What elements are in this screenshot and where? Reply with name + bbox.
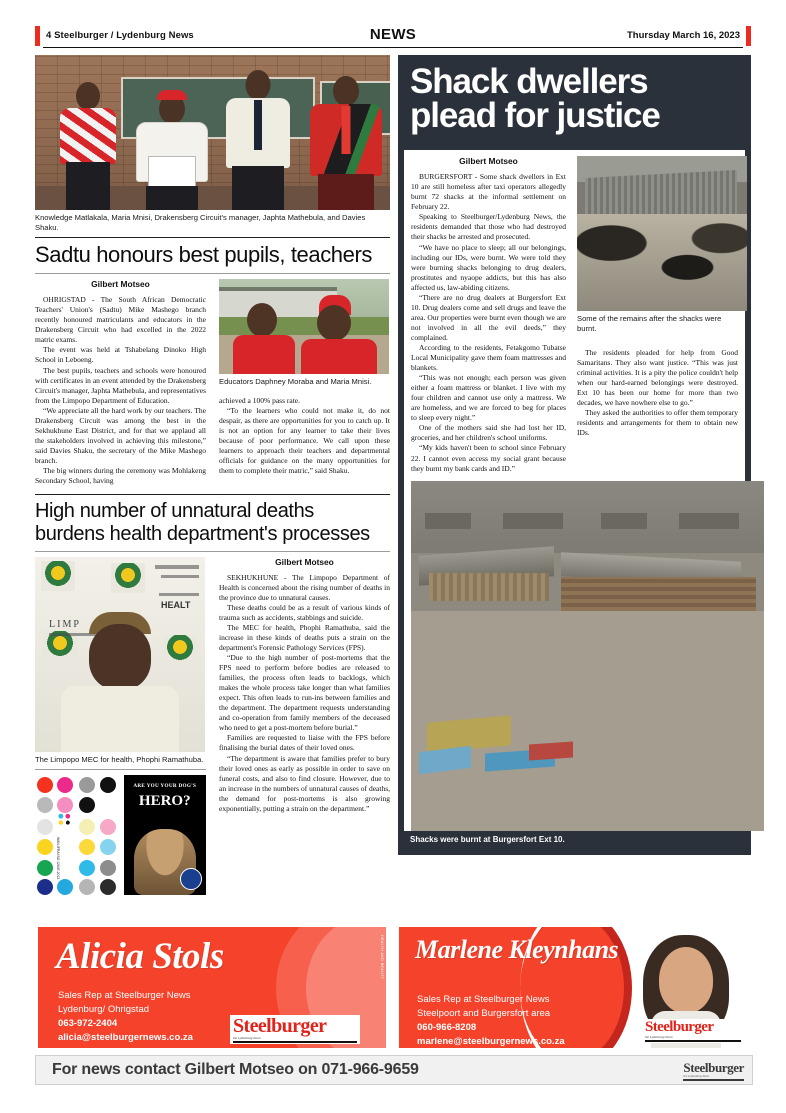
ad-left-area: Lydenburg/ Ohrigstad — [58, 1004, 150, 1015]
photo-sadtu-group — [35, 55, 390, 210]
section-title: NEWS — [369, 26, 417, 43]
paragraph: SEKHUKHUNE - The Limpopo Department of Health is concerned about the rising number of deaths in the province due to unnatural causes. — [219, 572, 390, 602]
masthead — [35, 26, 751, 48]
photo4-caption: Some of the remains after the shacks were burnt. — [577, 314, 722, 333]
contact-text: For news contact Gilbert Motseo on 071-966-9659 — [52, 1061, 419, 1078]
masthead-rule — [43, 47, 743, 48]
ad-dog-hero[interactable] — [124, 775, 207, 895]
story1-headline: Sadtu honours best pupils, teachers — [35, 242, 373, 268]
lead-body-panel — [398, 144, 751, 854]
paragraph: These deaths could be as a result of various kinds of trauma such as accidents, stabbings and suicide. — [219, 602, 390, 622]
paragraph: “My kids haven't been to school since February 22. I cannot even access my social grant because they burnt my bank cards and ID.” — [411, 443, 566, 473]
photo-educators — [219, 279, 389, 374]
logo-wordmark: Steelburger — [683, 1060, 744, 1075]
paragraph: “Due to the high number of post-mortems that the FPS need to perform before bodies are released to families, the process often leads to backlogs, which makes the whole process take longer than what families expect. This often leads to run-ins between families and the department. The department requests understanding and co-operation from family members of the deceased who need to get a post-mortem before burial.” — [219, 653, 390, 733]
paragraph: They asked the authorities to offer them temporary residents and arrangements for them to obtain new IDs. — [577, 407, 738, 437]
contact-strip — [35, 1055, 753, 1085]
paragraph: “We appreciate all the hard work by our teachers. The Drakensberg Circuit was among the best in the Sekhukhune East District, and for that we applaud all the stakeholders involved in achieving this milestone,” said Davies Shaku, the secretary of the Mike Mashego branch. — [35, 405, 206, 465]
paragraph: “We have no place to sleep; all our belongings, including our IDs, were burnt. We were told they were burning shacks belonging to drug dealers, prostitutes and nyaope addicts, but this has also affected us, law-abiding citizens. — [411, 242, 566, 292]
left-column — [35, 55, 390, 895]
ad-left-phone[interactable]: 063-972-2404 — [58, 1018, 118, 1029]
right-column — [398, 55, 751, 855]
story2-body — [219, 573, 390, 814]
divider — [35, 769, 206, 770]
ad-left-email[interactable]: alicia@steelburgernews.co.za — [58, 1032, 193, 1043]
ad-right-logo — [642, 1019, 744, 1043]
paragraph: Speaking to Steelburger/Lydenburg News, the residents demanded that those who had destroyed their shacks be arrested and prosecuted. — [411, 212, 566, 242]
ad-alicia-stols[interactable] — [38, 927, 386, 1048]
ad-left-role: Sales Rep at Steelburger News — [58, 990, 191, 1001]
story2-byline: Gilbert Motseo — [275, 556, 334, 567]
logo-wordmark: Steelburger — [645, 1019, 714, 1035]
ad-right-email[interactable]: marlene@steelburgernews.co.za — [417, 1036, 565, 1047]
divider — [35, 273, 390, 274]
paragraph: “This was not enough; each person was given either a foam mattress or blanket. I live with my four children and cannot use only a mattress. We are homeless, and we are forced to beg for places to sleep every night.” — [411, 373, 566, 423]
story1-column-a — [35, 295, 206, 486]
photo3-caption: The Limpopo MEC for health, Phophi Ramathuba. — [35, 754, 204, 764]
colour-bar-label: WAN-IFRA ISO 12647-2013 — [56, 837, 60, 880]
logo-subtitle: the Lydenburg News — [645, 1035, 673, 1039]
ad-marlene-kleynhans[interactable] — [399, 927, 750, 1048]
story2-headline-line1: High number of unnatural deaths — [35, 500, 314, 523]
paragraph: Families are requested to liaise with the FPS before finalising the burial dates of their loved ones. — [219, 733, 390, 753]
story2-headline-line2: burdens health department's processes — [35, 522, 370, 545]
paragraph: “There are no drug dealers at Burgersfort Ext 10. Drug dealers come and sell drugs and leave the area. Our properties were burnt even though we are not involved in all the evil deeds,” they complained. — [411, 292, 566, 342]
ad-right-name: Marlene Kleynhans — [415, 935, 619, 964]
photo-remains — [577, 156, 747, 311]
ad-right-role: Sales Rep at Steelburger News — [417, 994, 550, 1005]
photo5-caption: Shacks were burnt at Burgersfort Ext 10. — [404, 831, 745, 849]
lead-headline-line1: Shack dwellers — [410, 62, 648, 101]
logo-subtitle: the Lydenburg News — [683, 1074, 710, 1078]
ad-right-phone[interactable]: 060-966-8208 — [417, 1022, 477, 1033]
photo1-caption: Knowledge Matlakala, Maria Mnisi, Drakensberg Circuit's manager, Japhta Mathebula, and Davies Shaku. — [35, 213, 366, 232]
photo-burnt-settlement — [411, 481, 764, 831]
ad-left-name: Alicia Stols — [56, 936, 224, 977]
logo-subtitle: the Lydenburg News — [233, 1036, 261, 1040]
lead-byline: Gilbert Motseo — [459, 156, 518, 167]
story1-byline: Gilbert Motseo — [91, 279, 150, 290]
logo-wordmark: Steelburger — [233, 1015, 327, 1037]
paragraph: The big winners during the ceremony was Mohlakeng Secondary School, having — [35, 465, 206, 486]
paragraph: One of the mothers said she had lost her ID, groceries, and her children's school uniforms. — [411, 423, 566, 443]
photo-mec-ramathuba: HEALT LIMP — [35, 557, 205, 752]
lead-column-b — [577, 348, 738, 438]
paragraph: “The department is aware that families prefer to bury their loved ones as early as possible in order to save on funeral costs, and also to find closure. However, due to an increase in the numbers of unnatural causes of deaths, the demand for post-mortems is also growing exponentially, putting a strain on the department.” — [219, 753, 390, 813]
divider — [35, 551, 390, 552]
ad-left-logo — [230, 1015, 360, 1044]
paragraph: “To the learners who could not make it, do not despair, as there are opportunities for you to catch up. It is not an option for any learner to take their lives because of poor performance. We call upon these learners to approach their teachers and departmental officials for guidance on the many opportunities for them to complete their matric,” said Shaku. — [219, 405, 390, 476]
paragraph: BURGERSFORT - Some shack dwellers in Ext 10 are still homeless after taxi operators allegedly burnt 72 shacks at the informal settlement on February 22. — [411, 172, 566, 212]
ad-right-area: Steelpoort and Burgersfort area — [417, 1008, 551, 1019]
lead-headline-line2: plead for justice — [410, 95, 660, 135]
paragraph: The residents pleaded for help from Good Samaritans. They also want justice. “This was just criminal activities. It is a pity the police couldn't help when our hard-earned belongings were destroyed. Ext 10 has been our home for more than two decades, we have nowhere else to go.” — [577, 347, 738, 407]
page-number-and-publication: 4 Steelburger / Lydenburg News — [46, 30, 194, 41]
photo2-caption: Educators Daphney Moraba and Maria Mnisi. — [219, 377, 372, 387]
lead-headline-panel — [398, 55, 751, 144]
paragraph: According to the residents, Fetakgomo Tubatse Local Municipality gave them foam mattresses and blankets. — [411, 342, 566, 373]
ad-left-side-tag: HEALTH AND BEAUTY — [380, 935, 384, 980]
paragraph: The event was held at Tshabelang Dinoko High School in Leboeng. — [35, 345, 206, 365]
paragraph: OHRIGSTAD - The South African Democratic Teachers' Union's (Sadtu) Mike Mashego branch recently honoured matriculants and educators in the Drakensberg Circuit who had excelled in the 2022 matric exams. — [35, 295, 206, 345]
divider — [35, 237, 390, 238]
lead-column-a — [411, 172, 566, 473]
spca-badge-icon — [180, 868, 202, 890]
issue-date: Thursday March 16, 2023 — [627, 30, 740, 41]
divider — [35, 494, 390, 495]
dog-ad-line1: ARE YOU YOUR DOG'S — [133, 783, 197, 790]
story1-column-b — [219, 396, 390, 476]
ad-colour-calibration-bar — [35, 775, 118, 895]
paragraph: achieved a 100% pass rate. — [219, 395, 301, 405]
paragraph: The MEC for health, Phophi Ramathuba, said the increase in these kinds of deaths puts a strain on the department's Forensic Pathology Services (FPS). — [219, 622, 390, 652]
dog-ad-line2: HERO? — [138, 793, 191, 810]
paragraph: The best pupils, teachers and schools were honoured with certificates in an event attended by the Drakensberg Circuit's manager, Japhta Mathebula, and representatives from the Limpopo Department of Education. — [35, 365, 206, 405]
contact-logo — [683, 1061, 744, 1081]
